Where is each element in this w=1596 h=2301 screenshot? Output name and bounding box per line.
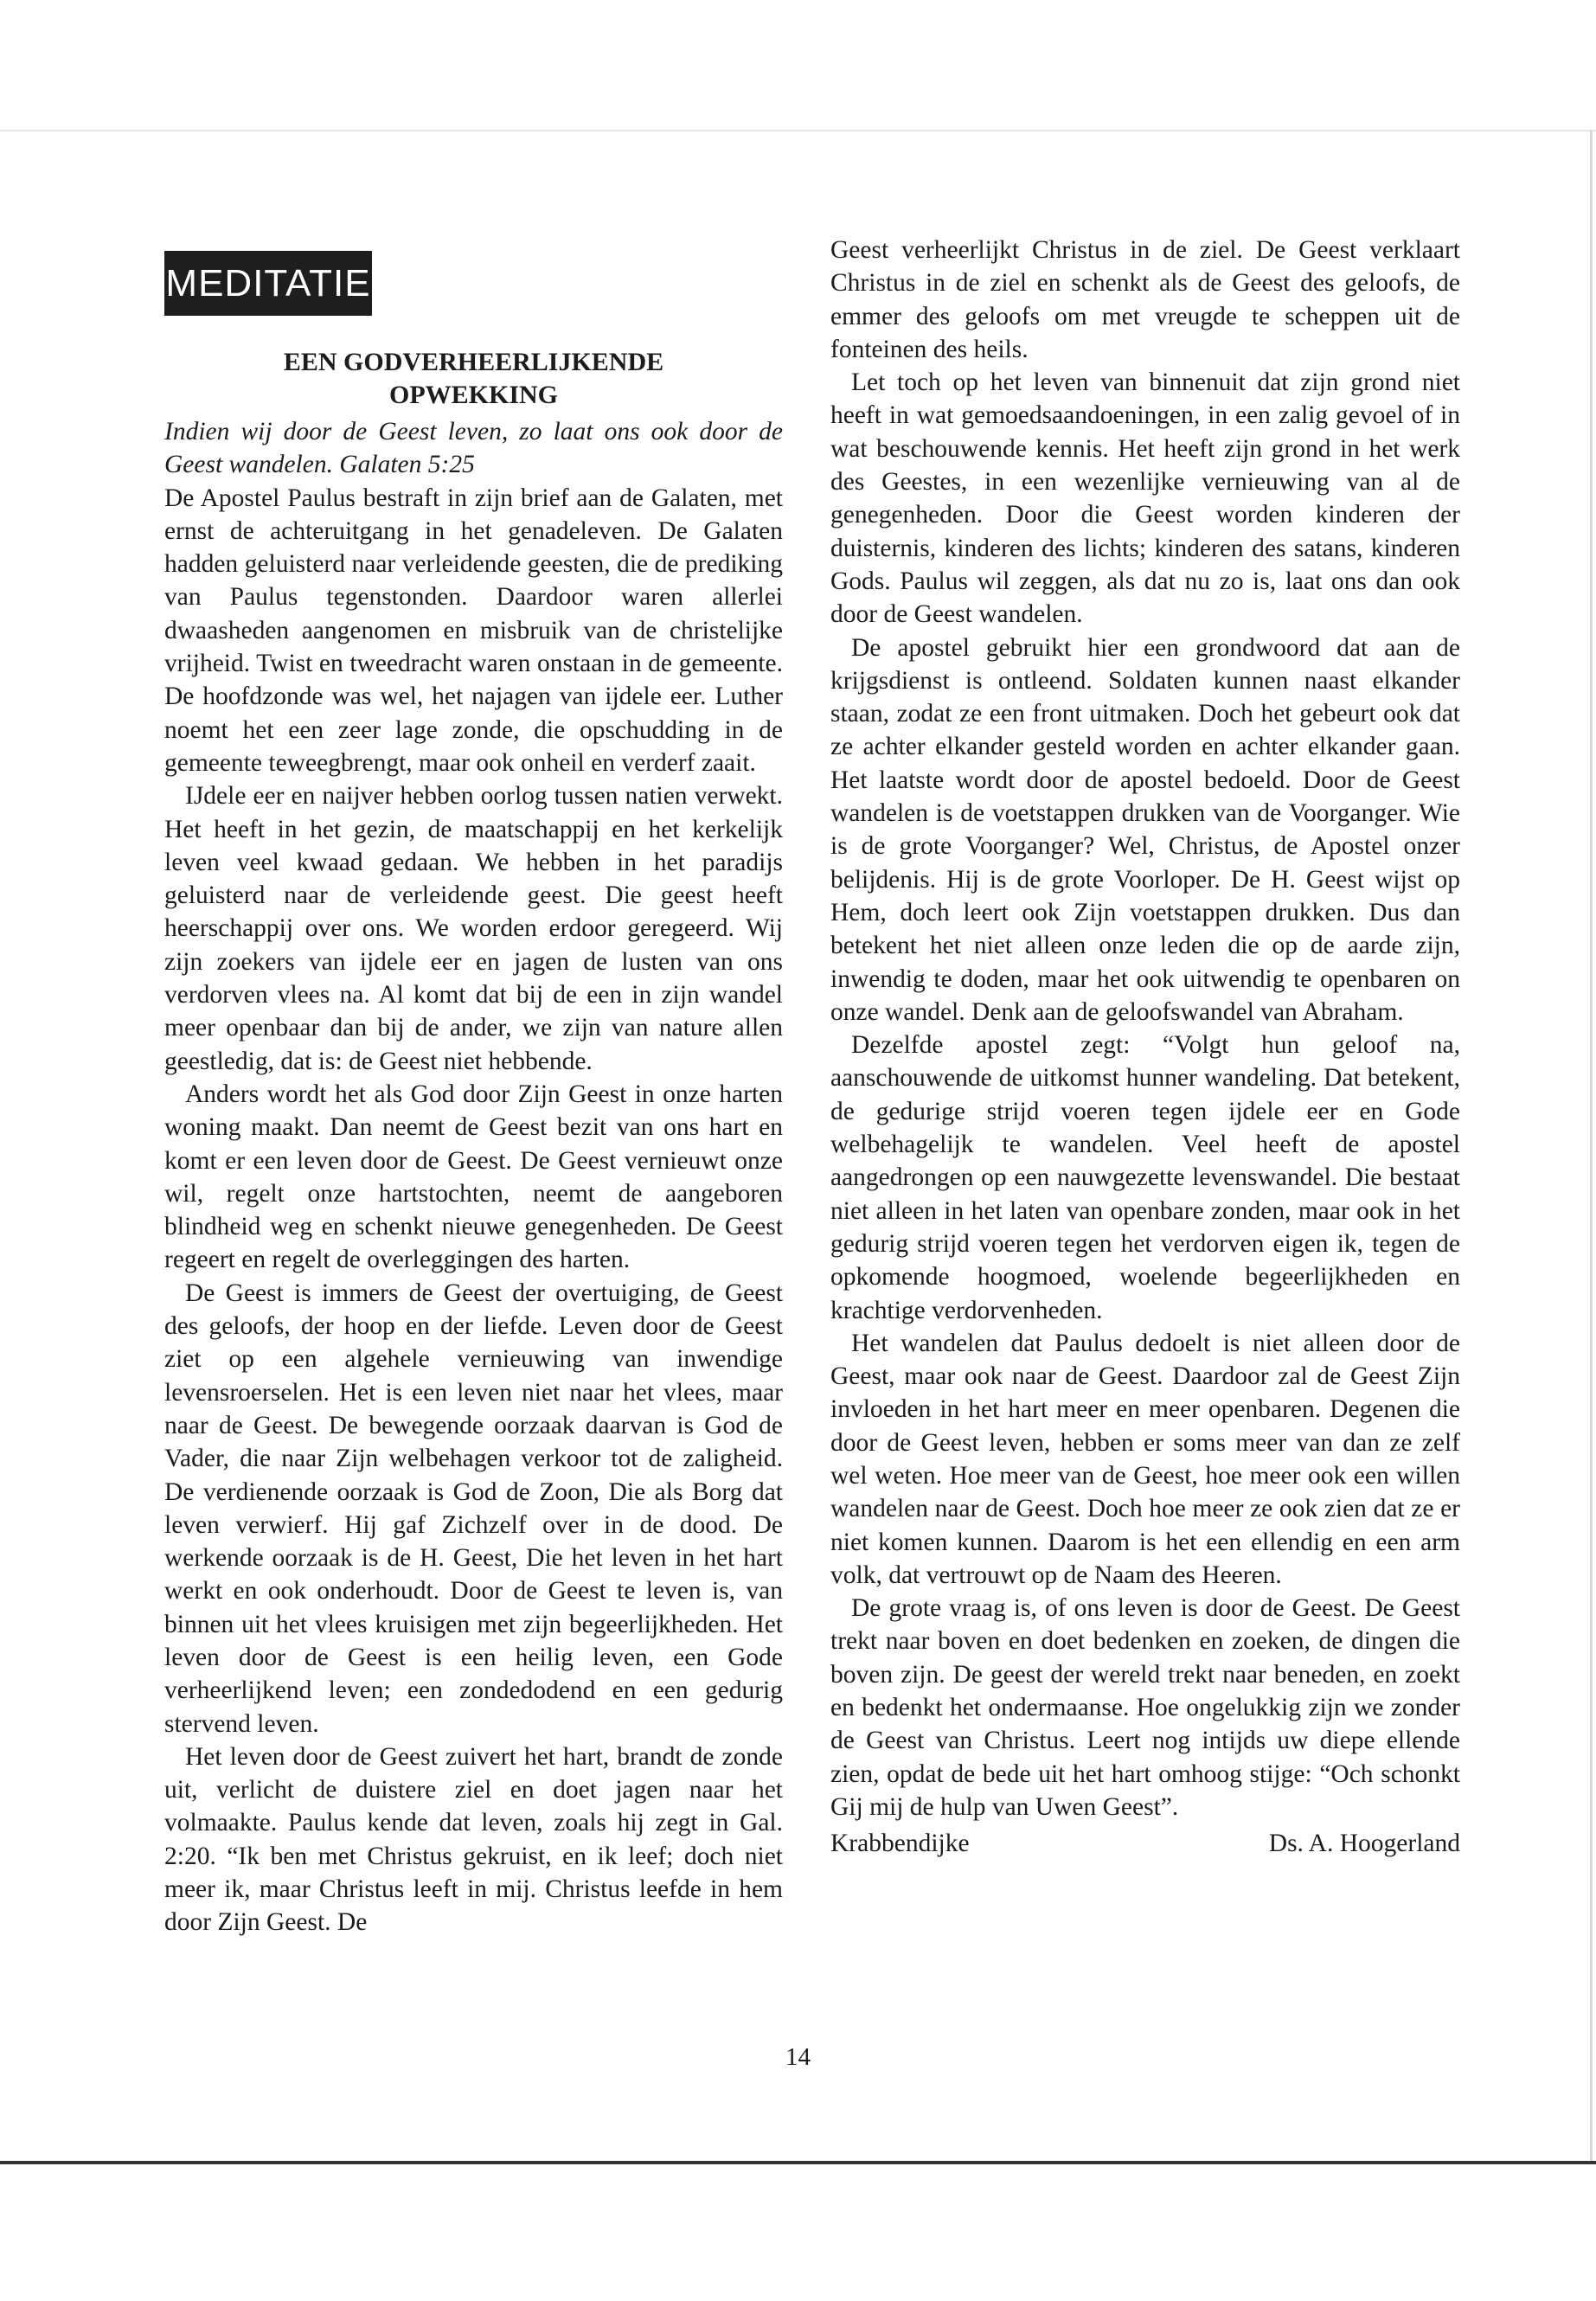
left-paragraph-2: IJdele eer en naijver hebben oorlog tussen natien verwekt. Het heeft in het gezin, de maatschappij en het kerkelijk leven veel kwaad gedaan. We hebben in het paradijs geluisterd naar de verleidende geest. Die geest heeft heerschappij over ons. We worden erdoor geregeerd. Wij zijn zoekers van ijdele eer en jagen de lusten van ons verdorven vlees na. Al komt dat bij de een in zijn wandel meer openbaar dan bij de ander, we zijn van nature allen geestledig, dat is: de Geest niet hebbende. bbox=[164, 782, 783, 1075]
signature-place: Krabbendijke bbox=[830, 1830, 970, 1858]
right-paragraph-3: De apostel gebruikt hier een grondwoord dat aan de krijgsdienst is ontleend. Soldaten kunnen naast elkander staan, zodat ze een front uitmaken. Doch het gebeurt ook dat ze achter elkander gesteld worden en achter elkander gaan. Het laatste wordt door de apostel bedoeld. Door de Geest wandelen is de voetstappen drukken van de Voorganger. Wie is de grote Voorganger? Wel, Christus, de Apostel onzer belijdenis. Hij is de grote Voorloper. De H. Geest wijst op Hem, doch leert ook Zijn voetstappen drukken. Dus dan betekent het niet alleen onze leden die op de aarde zijn, inwendig te doden, maar het ook uitwendig te openbaren on onze wandel. Denk aan de geloofswandel van Abraham. bbox=[830, 633, 1460, 1026]
epigraph bbox=[164, 415, 783, 482]
left-paragraph-4: De Geest is immers de Geest der overtuiging, de Geest des geloofs, der hoop en der liefde. Leven door de Geest ziet op een algehele vernieuwing van inwendige levensroerselen. Het is een leven niet naar het vlees, maar naar de Geest. De bewegende oorzaak daarvan is God de Vader, die naar Zijn welbehagen verkoor tot de zaligheid. De verdienende oorzaak is God de Zoon, Die als Borg dat leven verwierf. Hij gaf Zichzelf over in de dood. De werkende oorzaak is de H. Geest, Die het leven in het hart werkt en ook onderhoudt. Door de Geest te leven is, van binnen uit het vlees kruisigen met zijn begeerlijkheden. Het leven door de Geest is een heilig leven, een Gode verheerlijkend leven; een zondedodend en een gedurig stervend leven. bbox=[164, 1279, 783, 1738]
page-edge-top bbox=[0, 130, 1596, 131]
article-title-line-1: EEN GODVERHEERLIJKENDE bbox=[283, 348, 664, 376]
left-paragraph-5: Het leven door de Geest zuivert het hart, brandt de zonde uit, verlicht de duistere ziel en doet jagen naar het volmaakte. Paulus kende dat leven, zoals hij zegt in Gal. 2:20. “Ik ben met Christus gekruist, en ik leef; doch niet meer ik, maar Christus leeft in mij. Christus leefde in hem door Zijn Geest. De bbox=[164, 1742, 783, 1937]
page-number: 14 bbox=[785, 2043, 811, 2071]
signature-author: Ds. A. Hoogerland bbox=[1268, 1830, 1460, 1858]
epigraph-text: Indien wij door de Geest leven, zo laat ons ook door de Geest wandelen. bbox=[164, 418, 783, 479]
article-title-line-2: OPWEKKING bbox=[388, 381, 558, 409]
right-column bbox=[830, 234, 1460, 1861]
right-paragraph-5: Het wandelen dat Paulus dedoelt is niet alleen door de Geest, maar ook naar de Geest. Daardoor zal de Geest Zijn invloeden in het hart meer en meer openbaren. Degenen die door de Geest leven, hebben er soms meer van dan ze zelf wel weten. Hoe meer van de Geest, hoe meer ook een willen wandelen naar de Geest. Doch hoe meer ze ook zien dat ze er niet komen kunnen. Daarom is het een ellendig en een arm volk, dat vertrouwt op de Naam des Heeren. bbox=[830, 1329, 1460, 1589]
left-paragraph-1: De Apostel Paulus bestraft in zijn brief aan de Galaten, met ernst de achteruitgang in het genadeleven. De Galaten hadden geluisterd naar verleidende geesten, die de prediking van Paulus tegenstonden. Daardoor waren allerlei dwaasheden aangenomen en misbruik van de christelijke vrijheid. Twist en tweedracht waren onstaan in de gemeente. De hoofdzonde was wel, het najagen van ijdele eer. Luther noemt het een zeer lage zonde, die opschudding in de gemeente teweegbrengt, maar ook onheil en verderf zaait. bbox=[164, 484, 783, 777]
signature bbox=[830, 1827, 1460, 1860]
left-paragraph-3: Anders wordt het als God door Zijn Geest in onze harten woning maakt. Dan neemt de Geest bezit van ons hart en komt er een leven door de Geest. De Geest vernieuwt onze wil, regelt onze hartstochten, neemt de aangeboren blindheid weg en schenkt nieuwe genegenheden. De Geest regeert en regelt de overleggingen des harten. bbox=[164, 1080, 783, 1274]
right-paragraph-2: Let toch op het leven van binnenuit dat zijn grond niet heeft in wat gemoedsaandoeningen, in een zalig gevoel of in wat beschouwende kennis. Het heeft zijn grond in het werk des Geestes, in een wezenlijke vernieuwing van al de genegenheden. Door die Geest worden kinderen der duisternis, kinderen des lichts; kinderen des satans, kinderen Gods. Paulus wil zeggen, als dat nu zo is, laat ons dan ook door de Geest wandelen. bbox=[830, 369, 1460, 629]
page-edge-bottom bbox=[0, 2161, 1596, 2164]
right-paragraph-4: Dezelfde apostel zegt: “Volgt hun geloof na, aanschouwende de uitkomst hunner wandeling. Dat betekent, de gedurige strijd voeren tegen ijdele eer en Gode welbehagelijk te wandelen. Veel heeft de apostel aangedrongen op een nauwgezette levenswandel. Die bestaat niet alleen in het laten van openbare zonden, maar ook in het gedurig strijd voeren tegen het verdorven eigen ik, tegen de opkomende hoogmoed, woelende begeerlijkheden en krachtige verdorvenheden. bbox=[830, 1031, 1460, 1324]
left-column bbox=[164, 346, 783, 1939]
section-badge: MEDITATIE bbox=[164, 251, 372, 316]
epigraph-reference: Galaten 5:25 bbox=[339, 451, 475, 479]
right-paragraph-6: De grote vraag is, of ons leven is door de Geest. De Geest trekt naar boven en doet bedenken en zoeken, de dingen die boven zijn. De geest der wereld trekt naar beneden, en zoekt en bedenkt het ondermaanse. Hoe ongelukkig zijn we zonder de Geest van Christus. Leert nog intijds uw diepe ellende zien, opdat de bede uit het hart omhoog stijge: “Och schonkt Gij mij de hulp van Uwen Geest”. bbox=[830, 1594, 1460, 1821]
right-paragraph-1: Geest verheerlijkt Christus in de ziel. De Geest verklaart Christus in de ziel en schenkt als de Geest des geloofs, de emmer des geloofs om met vreugde te scheppen uit de fonteinen des heils. bbox=[830, 236, 1460, 363]
page-edge-right bbox=[1590, 130, 1593, 2163]
article-title bbox=[164, 346, 783, 412]
